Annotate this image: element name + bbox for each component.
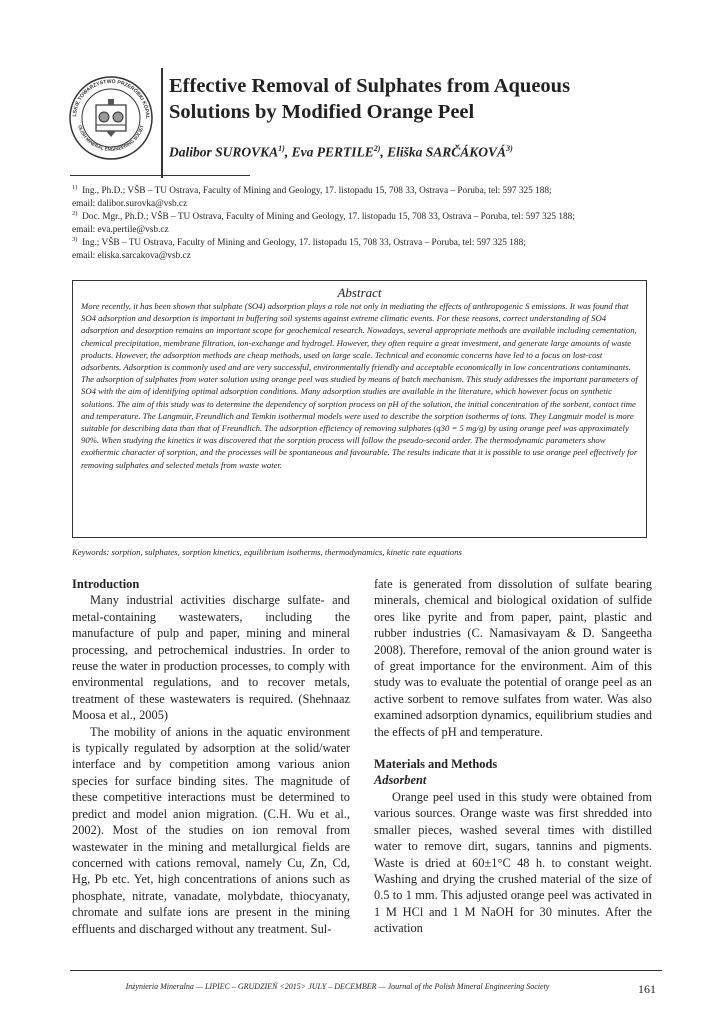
affiliation-2-num: 2) <box>72 210 78 217</box>
abstract-title: Abstract <box>337 285 382 300</box>
title-divider <box>161 68 163 178</box>
left-column <box>72 576 350 937</box>
intro-paragraph-2-continued: fate is generated from dissolution of sulfate bearing minerals, chemical and biological oxidation of sulfide ores like pyrite and from paper, paint, plastic and rubber industries (C. Namasivayam & D. Sangeetha 2008). Therefore, removal of the anion ground water is of great importance for the environment. Aim of this study was to evaluate the potential of orange peel as an active sorbent to remove sulfates from water. Was also examined adsorption dynamics, equilibrium studies and the effects of pH and temperature. <box>374 577 652 739</box>
intro-paragraph-1: Many industrial activities discharge sulfate- and metal-containing wastewaters, including the manufacture of pulp and paper, mining and mineral processing, and petrochemical industries. In order to reuse the water in production processes, to comply with environmental regulations, and to recover metals, treatment of these wastewaters is required. (Shehnaaz Moosa et al., 2005) <box>72 593 350 723</box>
affiliation-3 <box>72 234 672 262</box>
paper-title <box>169 73 689 125</box>
affiliation-divider <box>70 175 250 176</box>
affiliation-3-email: email: eliska.sarcakova@vsb.cz <box>72 250 191 261</box>
title-line-1: Effective Removal of Sulphates from Aqueous <box>169 75 571 97</box>
author-1: Dalibor SUROVKA <box>169 144 279 160</box>
journal-footer: Inżynieria Mineralna — LIPIEC – GRUDZIEŃ <2015> JULY – DECEMBER — Journal of the Polish Mineral Engineering Society <box>125 982 550 991</box>
author-2: Eva PERTILE <box>291 144 374 160</box>
author-3-sup: 3) <box>506 144 513 153</box>
svg-text:POLISH MINERAL ENGINEERING SOC: OLISH MINERAL ENGINEERING SOCIET <box>77 124 145 152</box>
methods-heading: Materials and Methods <box>374 757 498 772</box>
affiliation-3-num: 3) <box>72 236 78 243</box>
introduction-heading: Introduction <box>72 577 140 591</box>
author-3: Eliška SARČÁKOVÁ <box>387 144 507 160</box>
right-column <box>374 576 652 937</box>
affiliation-1-line1: Ing., Ph.D.; VŠB – TU Ostrava, Faculty of Mining and Geology, 17. listopadu 15, 708 33, Ostrava – Poruba, tel: 597 325 188; <box>82 186 552 197</box>
page-number: 161 <box>638 982 656 996</box>
abstract-paragraph-1: More recently, it has been shown that sulphate (SO4) adsorption plays a role not only in mediating the effects of anthropogenic S emissions. It was found that SO4 adsorption and desorption is important in buffering soil systems against extreme climatic events. For these reasons, correct understanding of SO4 adsorption and desorption remains an important scope for geochemical research. Nowadays, several appropriate methods are available including cementation, chemical precipitation, membrane filtration, ion-exchange and hydrogel. However, they often require a great investment, and generate large amounts of waste products. However, the adsorption methods are cheap methods, used on large scale. Technical and economic concerns have led to a focus on lost-cost adsorbents. Adsorption is commonly used and are very successful, environmentally friendly and acceptable economically in low concentrations contaminants. <box>81 301 637 373</box>
author-list: Dalibor SUROVKA$^{1)}$, Eva PERTILE$^{2)}$, Eliška SARČÁKOVÁ$^{3)}$ <box>169 144 513 160</box>
adsorbent-paragraph: Orange peel used in this study were obtained from various sources. Orange waste was first shredded into smaller pieces, washed several times with distilled water to remove dirt, sugars, tannins and pigments. Waste is dried at 60±1°C 48 h. to constant weight. Washing and drying the crushed material of the size of 0.5 to 1 mm. This adjusted orange peel was activated in 1 M HCl and 1 M NaOH for 30 minutes. After the activation <box>374 789 652 936</box>
author-1-sup: 1) <box>278 144 285 153</box>
affiliation-1-email: email: dalibor.surovka@vsb.cz <box>72 198 188 209</box>
abstract-body <box>81 300 641 471</box>
adsorbent-heading: Adsorbent <box>374 773 427 788</box>
affiliation-1 <box>72 182 672 210</box>
intro-paragraph-2: The mobility of anions in the aquatic environment is typically regulated by adsorption at the solid/water interface and by competition among various anion species for surface binding sites. The magnitude of these competitive interactions must be determined to predict and model anion migration. (C.H. Wu et al., 2002). Most of the studies on ion removal from wastewater in the mining and metallurgical fields are concerned with cations removal, namely Cu, Zn, Cd, Hg, Pb etc. Yet, high concentrations of anions such as phosphate, nitrate, vanadate, molybdate, thiocyanaty, chromate and sulfate ions are present in the mining effluents and discharged without any treatment. Sul- <box>72 724 350 936</box>
society-logo <box>68 75 154 161</box>
author-2-sup: 2) <box>373 144 381 153</box>
affiliation-3-line1: Ing.; VŠB – TU Ostrava, Faculty of Mining and Geology, 17. listopadu 15, 708 33, Ostrava – Poruba, tel: 597 325 188; <box>82 238 526 249</box>
keywords: Keywords: sorption, sulphates, sorption kinetics, equilibrium isotherms, thermodynamics, kinetic rate equations <box>72 547 462 557</box>
abstract-paragraph-2: The adsorption of sulphates from water solution using orange peel was studied by means of batch mechanism. This study addresses the important parameters of SO4 with the aim of identifying optimal adsorption conditions. Many adsorption studies are available in the literature, which however focus on synthetic solutions. The aim of this study was to determine the dependency of sorption process on pH of the solution, the initial concentration of the sorbent, contact time and temperature. The Langmuir, Freundlich and Temkin isothermal models were used to describe the sorption isotherms of ions. They Langmuir model is more suitable for describing data than that of Freundlich. The adsorption efficiency of removing sulphates (q30 = 5 mg/g) by using orange peel was approximately 90%. When studying the kinetics it was discovered that the sorption process will follow the pseudo-second order. The thermodynamic parameters show exothermic character of sorption, and the processes will be spontaneous and favourable. The results indicate that it is possible to use orange peel effectively for removing sulphates and selected metals from waste water. <box>81 374 638 470</box>
footer-divider <box>70 970 662 971</box>
svg-text:POLSKIE TOWARZYSTWO PRZERÓBKI: LSKIE TOWARZYSTWO PRZERÓBKI KOPAL <box>71 78 151 120</box>
affiliation-1-num: 1) <box>72 184 78 191</box>
title-line-2: Solutions by Modified Orange Peel <box>169 101 475 123</box>
affiliation-2-line1: Doc. Mgr., Ph.D.; VŠB – TU Ostrava, Faculty of Mining and Geology, 17. listopadu 15, 708 33, Ostrava – Poruba, tel: 597 325 188; <box>82 212 575 223</box>
affiliation-2-email: email: eva.pertile@vsb.cz <box>72 224 169 235</box>
affiliation-2 <box>72 208 672 236</box>
